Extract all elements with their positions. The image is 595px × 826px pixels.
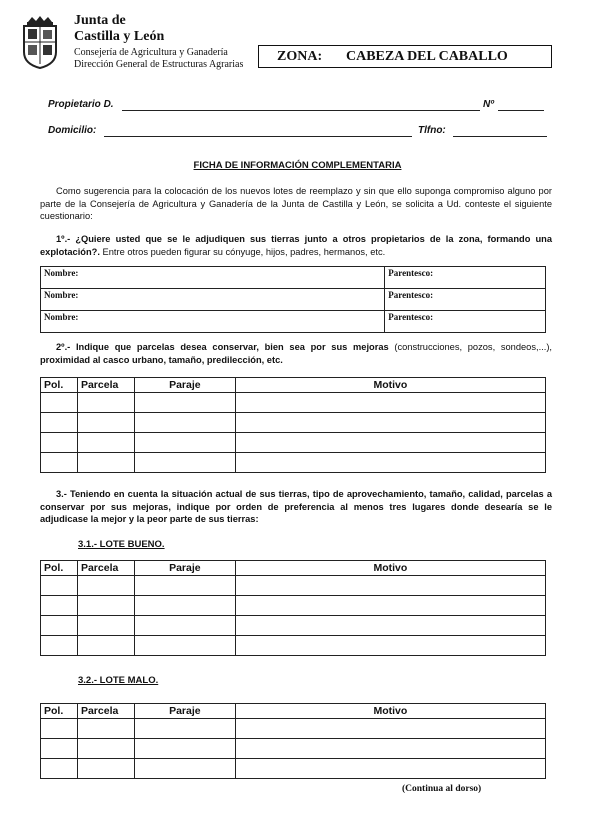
q2-criteria: proximidad al casco urbano, tamaño, predilección, etc. — [40, 354, 283, 365]
table-cell[interactable] — [134, 759, 235, 779]
form-title: FICHA DE INFORMACIÓN COMPLEMENTARIA — [193, 160, 402, 171]
address-label: Domicilio: — [48, 125, 97, 136]
continue-note: (Continua al dorso) — [402, 784, 482, 794]
table-row — [41, 596, 546, 616]
directorate-name: Dirección General de Estructuras Agrarias — [74, 59, 244, 70]
table-row — [41, 616, 546, 636]
table-cell[interactable] — [77, 433, 134, 453]
number-label: Nº — [483, 99, 494, 110]
table-cell[interactable] — [235, 616, 545, 636]
zone-label: ZONA: — [277, 49, 323, 64]
relation-cell[interactable] — [385, 311, 546, 333]
q1-number: 1º.- — [56, 234, 71, 244]
q1-question: ¿Quiere usted que se le adjudiquen sus tierras junto a otros propietarios de la zona, formando una explotación?. — [40, 234, 552, 257]
table-header-row — [41, 561, 546, 576]
q1-note: Entre otros pueden figurar su cónyuge, hijos, padres, hermanos, etc. — [102, 246, 386, 257]
col-header-pol: Pol. — [41, 561, 78, 576]
table-cell[interactable] — [41, 759, 78, 779]
org-name-line2: Castilla y León — [74, 29, 165, 44]
question-3: 3.- Teniendo en cuenta la situación actual de sus tierras, tipo de aprovechamiento, tamaño, calidad, parcelas a conservar por sus mejoras, indique por orden de preferencia al menos tres lugares donde desearía se le adjudicase la mejor y la peor parte de sus tierras: — [40, 489, 552, 524]
table-row — [41, 433, 546, 453]
table-row — [41, 719, 546, 739]
table-cell[interactable] — [235, 596, 545, 616]
table-cell[interactable] — [41, 719, 78, 739]
table-cell[interactable] — [41, 393, 78, 413]
table-row — [41, 393, 546, 413]
table-cell[interactable] — [134, 393, 235, 413]
owner-label: Propietario D. — [48, 99, 114, 110]
relation-cell[interactable] — [385, 289, 546, 311]
table-cell[interactable] — [41, 453, 78, 473]
department-name: Consejería de Agricultura y Ganadería — [74, 47, 228, 58]
owner-line[interactable] — [122, 110, 480, 111]
col-header-pol: Pol. — [41, 704, 78, 719]
kinship-table — [40, 266, 546, 333]
table-row — [41, 289, 546, 311]
table-cell[interactable] — [77, 719, 134, 739]
col-header-paraje: Paraje — [134, 561, 235, 576]
table-row — [41, 636, 546, 656]
q2-examples: (construcciones, pozos, sondeos,...), — [394, 342, 553, 352]
name-cell[interactable] — [41, 289, 385, 311]
table-cell[interactable] — [235, 453, 545, 473]
table-cell[interactable] — [235, 576, 545, 596]
table-cell[interactable] — [235, 636, 545, 656]
table-cell[interactable] — [41, 616, 78, 636]
table-cell[interactable] — [134, 616, 235, 636]
name-cell[interactable] — [41, 311, 385, 333]
relation-label: Parentesco: — [388, 268, 434, 278]
table-row — [41, 413, 546, 433]
table-cell[interactable] — [134, 596, 235, 616]
table-cell[interactable] — [134, 739, 235, 759]
col-header-paraje: Paraje — [134, 378, 235, 393]
table-cell[interactable] — [41, 413, 78, 433]
phone-label: Tlfno: — [418, 125, 446, 136]
intro-paragraph: Como sugerencia para la colocación de los nuevos lotes de reemplazo y sin que ello suponga compromiso alguno por parte de la Consejería de Agricultura y Ganadería de la Junta de Castilla y León, se solicita a Ud. conteste el siguiente cuestionario: — [40, 186, 552, 221]
question-2 — [40, 341, 552, 366]
number-line[interactable] — [498, 110, 544, 111]
table-cell[interactable] — [77, 393, 134, 413]
address-line[interactable] — [104, 136, 412, 137]
table-header-row — [41, 704, 546, 719]
zone-value: CABEZA DEL CABALLO — [346, 49, 508, 64]
name-label: Nombre: — [44, 268, 79, 278]
col-header-parcela: Parcela — [77, 378, 134, 393]
table-cell[interactable] — [235, 759, 545, 779]
table-cell[interactable] — [134, 576, 235, 596]
table-cell[interactable] — [134, 719, 235, 739]
table-row — [41, 453, 546, 473]
table-cell[interactable] — [41, 433, 78, 453]
table-cell[interactable] — [134, 433, 235, 453]
good-lot-table — [40, 560, 546, 656]
table-cell[interactable] — [41, 636, 78, 656]
table-row — [41, 267, 546, 289]
coat-of-arms-icon — [20, 14, 60, 70]
col-header-parcela: Parcela — [77, 704, 134, 719]
q2-number: 2º.- — [56, 342, 71, 352]
name-label: Nombre: — [44, 290, 79, 300]
bad-lot-table — [40, 703, 546, 779]
lot-bad-heading: 3.2.- LOTE MALO. — [78, 675, 159, 686]
table-cell[interactable] — [235, 393, 545, 413]
table-header-row — [41, 378, 546, 393]
phone-line[interactable] — [453, 136, 547, 137]
name-cell[interactable] — [41, 267, 385, 289]
table-cell[interactable] — [41, 576, 78, 596]
table-cell[interactable] — [235, 719, 545, 739]
lot-good-heading: 3.1.- LOTE BUENO. — [78, 539, 165, 550]
table-row — [41, 739, 546, 759]
table-cell[interactable] — [134, 636, 235, 656]
table-cell[interactable] — [77, 759, 134, 779]
table-cell[interactable] — [77, 413, 134, 433]
col-header-paraje: Paraje — [134, 704, 235, 719]
table-row — [41, 576, 546, 596]
table-cell[interactable] — [77, 616, 134, 636]
q2-question: Indique que parcelas desea conservar, bien sea por sus mejoras — [75, 342, 389, 352]
parcels-to-keep-table — [40, 377, 546, 473]
relation-label: Parentesco: — [388, 312, 434, 322]
table-cell[interactable] — [77, 576, 134, 596]
table-row — [41, 759, 546, 779]
col-header-motivo: Motivo — [235, 378, 545, 393]
name-label: Nombre: — [44, 312, 79, 322]
table-row — [41, 311, 546, 333]
org-name-line1: Junta de — [74, 13, 126, 28]
table-cell[interactable] — [41, 596, 78, 616]
table-cell[interactable] — [77, 636, 134, 656]
relation-cell[interactable] — [385, 267, 546, 289]
table-cell[interactable] — [134, 453, 235, 473]
table-cell[interactable] — [235, 433, 545, 453]
col-header-parcela: Parcela — [77, 561, 134, 576]
table-cell[interactable] — [77, 596, 134, 616]
table-cell[interactable] — [235, 739, 545, 759]
col-header-pol: Pol. — [41, 378, 78, 393]
table-cell[interactable] — [235, 413, 545, 433]
question-1 — [40, 233, 552, 258]
col-header-motivo: Motivo — [235, 561, 545, 576]
table-cell[interactable] — [41, 739, 78, 759]
table-cell[interactable] — [134, 413, 235, 433]
relation-label: Parentesco: — [388, 290, 434, 300]
col-header-motivo: Motivo — [235, 704, 545, 719]
table-cell[interactable] — [77, 739, 134, 759]
table-cell[interactable] — [77, 453, 134, 473]
